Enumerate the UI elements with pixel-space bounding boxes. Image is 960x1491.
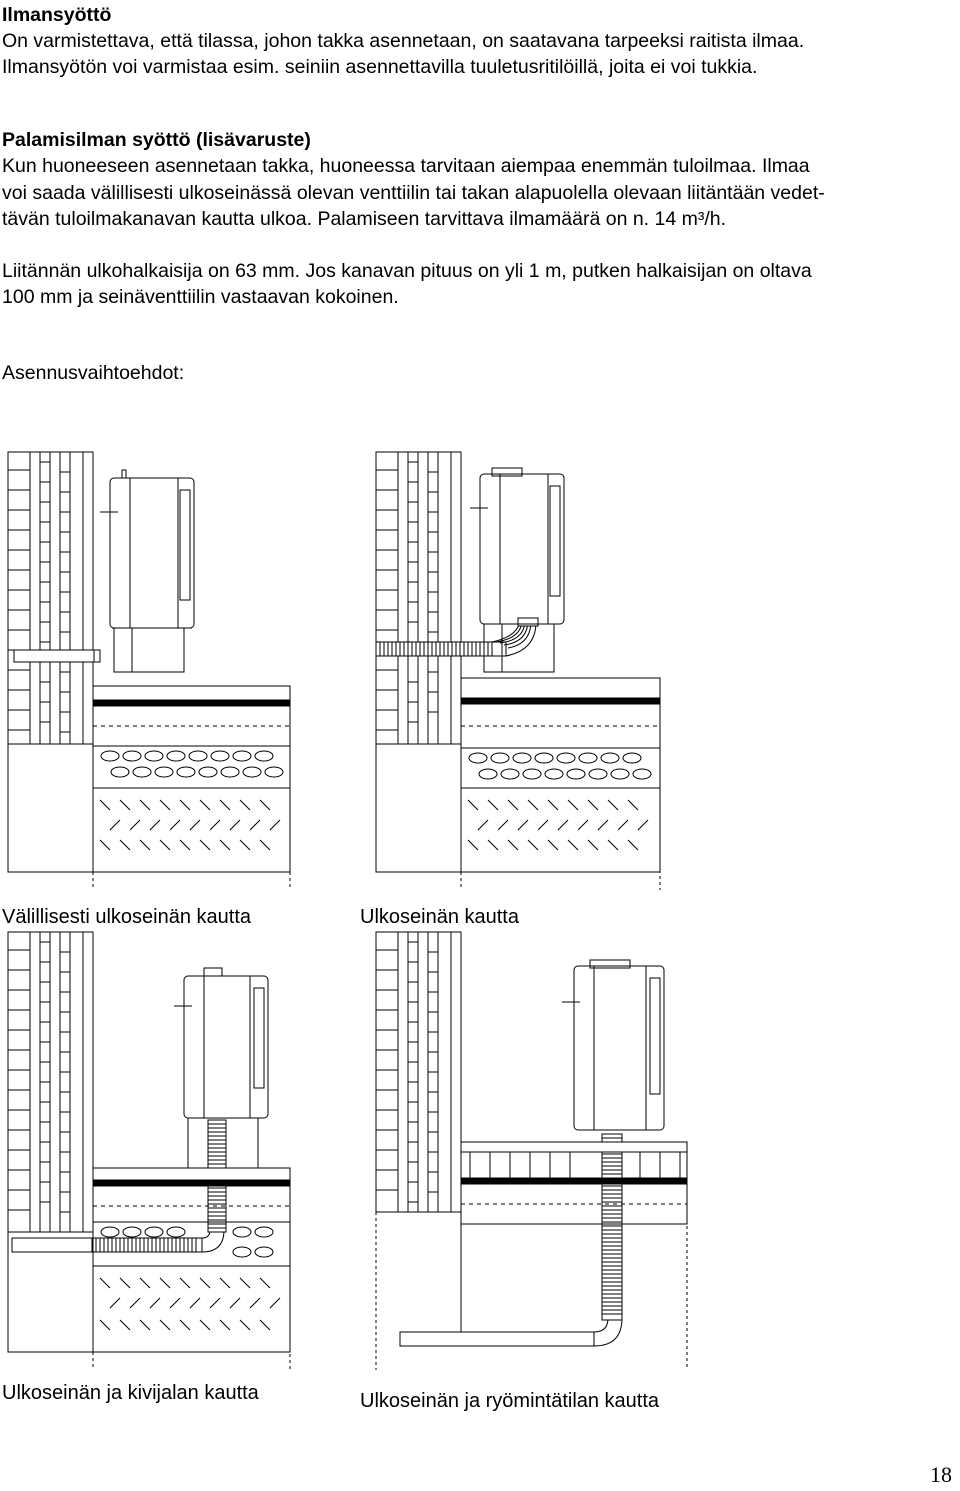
caption-wall-and-plinth: Ulkoseinän ja kivijalan kautta bbox=[2, 1382, 259, 1404]
heading-palamisilma: Palamisilman syöttö (lisävaruste) bbox=[2, 129, 311, 151]
brick-wall bbox=[376, 452, 461, 744]
figure-indirect-wall bbox=[0, 450, 300, 890]
heading-ilmansyotto: Ilmansyöttö bbox=[2, 4, 112, 26]
paragraph-line: tävän tuloilmakanavan kautta ulkoa. Palamiseen tarvittava ilmamäärä on n. 14 m³/h. bbox=[2, 208, 727, 230]
page-number: 18 bbox=[930, 1462, 952, 1487]
brick-wall bbox=[376, 932, 461, 1212]
stove bbox=[562, 960, 664, 1130]
floor-layers bbox=[93, 1168, 290, 1370]
figure-through-wall bbox=[370, 450, 670, 890]
caption-indirect-wall: Välillisesti ulkoseinän kautta bbox=[2, 906, 252, 928]
stove bbox=[100, 470, 194, 672]
brick-wall bbox=[8, 452, 93, 744]
foundation-wall bbox=[376, 744, 461, 872]
air-duct bbox=[400, 1134, 622, 1346]
figure-wall-and-plinth bbox=[0, 930, 300, 1380]
caption-through-wall: Ulkoseinän kautta bbox=[360, 906, 519, 928]
paragraph-line: On varmistettava, että tilassa, johon takka asennetaan, on saatavana tarpeeksi raitista ilmaa. bbox=[2, 30, 805, 52]
foundation-wall bbox=[8, 744, 93, 872]
caption-wall-and-crawlspace: Ulkoseinän ja ryömintätilan kautta bbox=[360, 1390, 660, 1412]
paragraph-line: Liitännän ulkohalkaisija on 63 mm. Jos kanavan pituus on yli 1 m, putken halkaisijan on oltava bbox=[2, 260, 812, 282]
brick-wall bbox=[8, 932, 93, 1232]
paragraph-line: voi saada välillisesti ulkoseinässä olevan venttiilin tai takan alapuolella olevaan liitäntään vedet- bbox=[2, 182, 825, 204]
paragraph-line: Ilmansyötön voi varmistaa esim. seiniin asennettavilla tuuletusritilöillä, joita ei voi tukkia. bbox=[2, 56, 758, 78]
paragraph-line: Kun huoneeseen asennetaan takka, huoneessa tarvitaan aiempaa enemmän tuloilmaa. Ilmaa bbox=[2, 155, 810, 177]
options-label: Asennusvaihtoehdot: bbox=[2, 362, 185, 384]
paragraph-line: 100 mm ja seinäventtiilin vastaavan kokoinen. bbox=[2, 286, 399, 308]
wall-vent bbox=[14, 650, 94, 662]
floor-layers bbox=[93, 686, 290, 890]
floor-layers bbox=[461, 678, 660, 890]
figure-wall-and-crawlspace bbox=[370, 930, 690, 1380]
